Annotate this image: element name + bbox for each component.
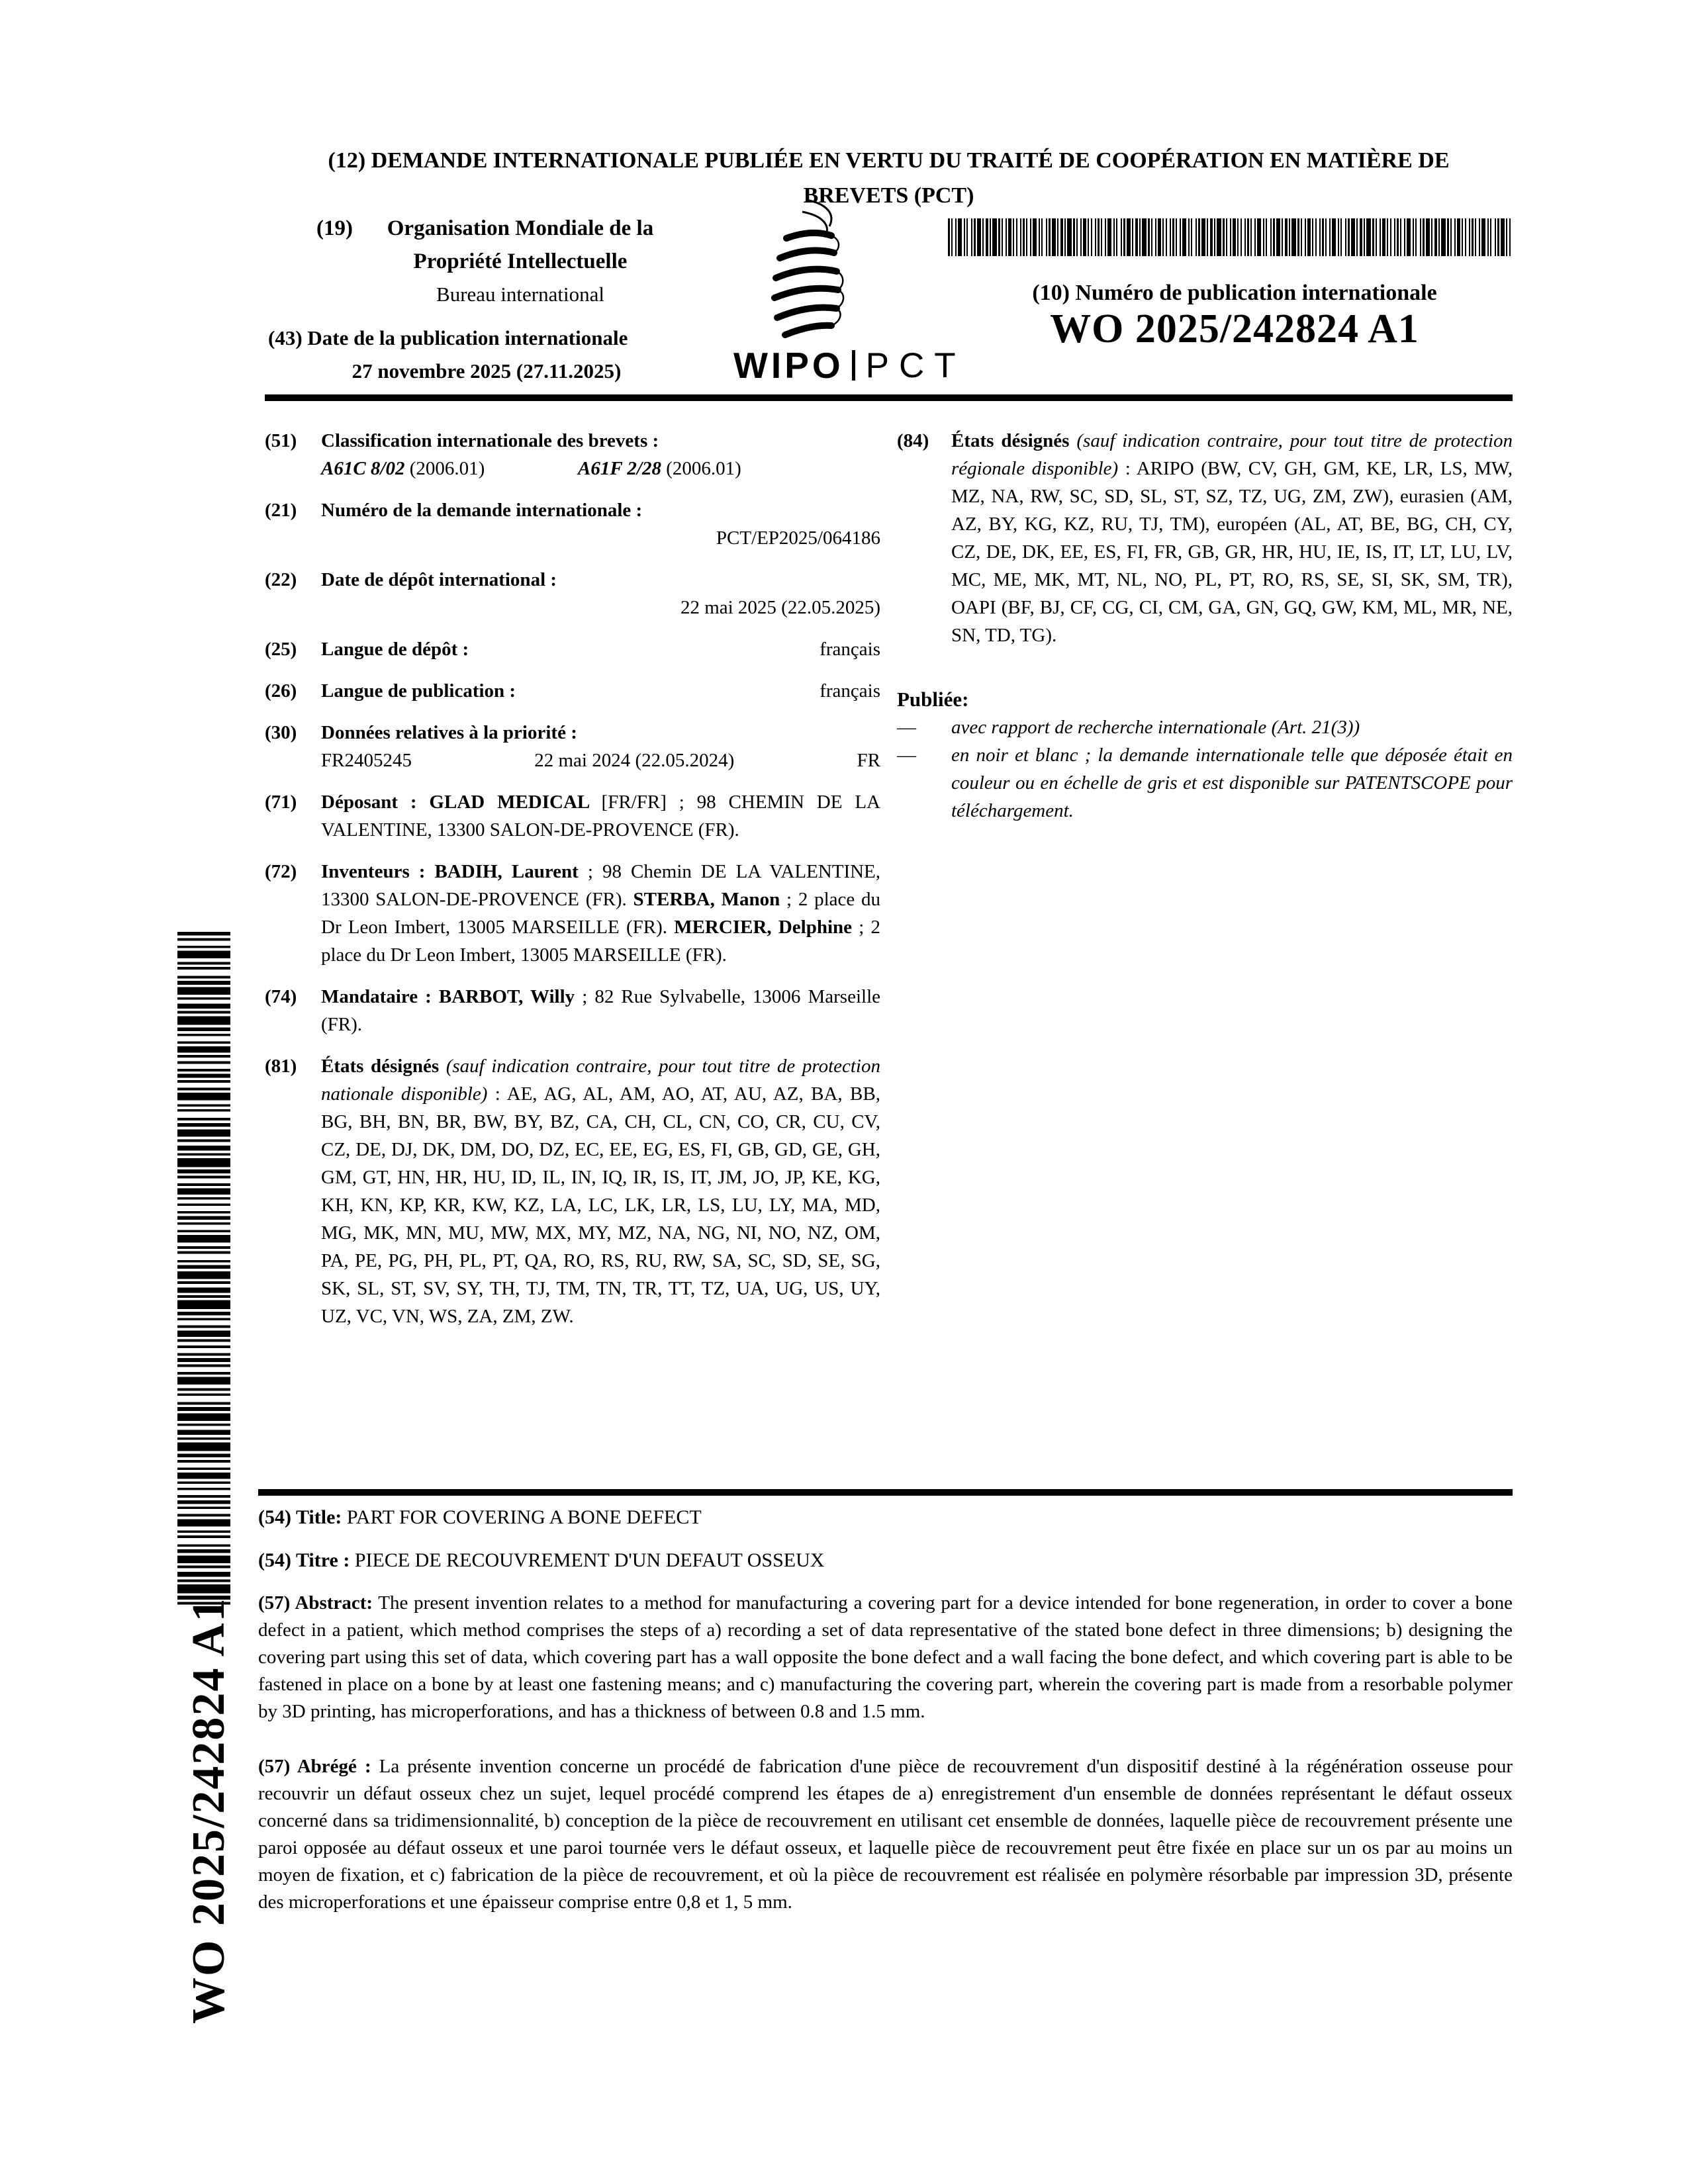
published-item-2 — [897, 741, 1513, 825]
inid-54-title-french: (54) Titre : PIECE DE RECOUVREMENT D'UN DEFAUT OSSEUX — [258, 1549, 825, 1571]
priority-country: FR — [857, 750, 880, 771]
inid-71-applicant — [265, 788, 880, 844]
designated-states-regional-text: États désignés (sauf indication contraire, pour tout titre de protection régionale disponible) : ARIPO (BW, CV, GH, GM, KE, LR, LS, MW, MZ, NA, RW, SC, SD, SL, ST, SZ, TZ, UG, ZM, ZW), eurasien (AM, AZ, BY, KG, KZ, RU, TJ, TM), européen (AL, AT, BE, BG, CH, CY, CZ, DE, DK, EE, ES, FI, FR, GB, GR, HR, HU, IE, IS, IT, LT, LU, LV, MC, ME, MK, MT, NL, NO, PL, PT, RO, RS, SE, SI, SK, SM, TR), OAPI (BF, BJ, CF, CG, CI, CM, GA, GN, GQ, GW, KM, ML, MR, NE, SN, TD, TG). — [951, 430, 1513, 646]
inid-number-72: (72) — [265, 861, 297, 882]
dash-marker: — — [897, 745, 916, 766]
inid-number-25: (25) — [265, 639, 297, 660]
inid-74-agent — [265, 983, 880, 1038]
inid-72-inventors — [265, 858, 880, 969]
inid-51-classification — [265, 427, 880, 482]
application-number-value: PCT/EP2025/064186 — [716, 527, 880, 549]
inid-number-81: (81) — [265, 1056, 297, 1077]
pct-wordmark-text: PCT — [865, 345, 966, 385]
inid-19-organization — [316, 212, 676, 311]
ipc-codes — [321, 455, 880, 482]
inid-10-publication-number-label: (10) Numéro de publication internationale — [1032, 281, 1437, 305]
inid-number-51: (51) — [265, 430, 297, 451]
published-section — [897, 686, 1513, 825]
inid-26-publication-language — [265, 677, 880, 705]
inid-21-application-number — [265, 496, 880, 552]
priority-date: 22 mai 2024 (22.05.2024) — [534, 750, 735, 771]
publication-barcode — [948, 218, 1511, 256]
inid-number-74: (74) — [265, 986, 297, 1007]
title-section-divider-rule — [258, 1489, 1513, 1496]
filing-date-value: 22 mai 2025 (22.05.2025) — [680, 597, 880, 618]
inventors-text: Inventeurs : BADIH, Laurent ; 98 Chemin DE LA VALENTINE, 13300 SALON-DE-PROVENCE (FR). STERBA, Manon ; 2 place du Dr Leon Imbert, 13005 MARSEILLE (FR). MERCIER, Delphine ; 2 place du Dr Leon Imbert, 13005 MARSEILLE (FR). — [321, 861, 881, 966]
designated-states-national-text: États désignés (sauf indication contraire, pour tout titre de protection nationale disponible) : AE, AG, AL, AM, AO, AT, AU, AZ, BA, BB, BG, BH, BN, BR, BW, BY, BZ, CA, CH, CL, CN, CO, CR, CU, CV, CZ, DE, DJ, DK, DM, DO, DZ, EC, EE, EG, ES, FI, GB, GD, GE, GH, GM, GT, HN, HR, HU, ID, IL, IN, IQ, IR, IS, IT, JM, JO, JP, KE, KG, KH, KN, KP, KR, KW, KZ, LA, LC, LK, LR, LS, LU, LY, MA, MD, MG, MK, MN, MU, MW, MX, MY, MZ, NA, NG, NI, NO, NZ, OM, PA, PE, PG, PH, PL, PT, QA, RO, RS, RU, RW, SA, SC, SD, SE, SG, SK, SL, ST, SV, SY, TH, TJ, TM, TN, TR, TT, TZ, UA, UG, US, UY, UZ, VC, VN, WS, ZA, ZM, ZW. — [321, 1056, 880, 1327]
publication-language-label: Langue de publication : — [321, 680, 516, 702]
publication-language-value: français — [820, 680, 880, 702]
inid-number-30: (30) — [265, 722, 297, 743]
inid-81-designated-states-national — [265, 1052, 880, 1330]
heading-line-2: BREVETS (PCT) — [803, 183, 974, 208]
inid-54-title-english: (54) Title: PART FOR COVERING A BONE DEFECT — [258, 1506, 702, 1528]
pct-publication-heading — [265, 143, 1513, 213]
applicant-text: Déposant : GLAD MEDICAL [FR/FR] ; 98 CHEMIN DE LA VALENTINE, 13300 SALON-DE-PROVENCE (FR). — [321, 792, 881, 841]
sidebar-publication-number: WO 2025/242824 A1 — [183, 1597, 234, 2024]
wipo-wordmark-text: WIPO — [733, 345, 844, 386]
published-item-1 — [897, 713, 1513, 741]
heading-line-1: (12) DEMANDE INTERNATIONALE PUBLIÉE EN VERTU DU TRAITÉ DE COOPÉRATION EN MATIÈRE DE — [328, 148, 1450, 173]
ipc-code-1: A61C 8/02 (2006.01) — [321, 458, 485, 479]
wordmark-separator — [852, 350, 855, 381]
publication-date-label: (43) Date de la publication internationale — [268, 326, 628, 349]
filing-date-label: Date de dépôt international : — [321, 569, 557, 590]
header-divider-rule — [265, 394, 1513, 401]
inid-57-abstract-french: (57) Abrégé : La présente invention concerne un procédé de fabrication d'une pièce de recouvrement d'un dispositif destiné à la régénération osseuse pour recouvrir un défaut osseux chez un sujet, lequel procédé comprend les étapes de a) enregistrement d'un ensemble de données représentant le défaut osseux concerné dans sa tridimensionnalité, b) conception de la pièce de recouvrement en utilisant cet ensemble de données, laquelle pièce de recouvrement présente une paroi opposée au défaut osseux et une paroi tournée vers le défaut osseux, et laquelle pièce de recouvrement peut être fixée en place sur un os par au moins un moyen de fixation, et c) fabrication de la pièce de recouvrement, et où la pièce de recouvrement est réalisée en polymère résorbable par impression 3D, présente des microperforations et une épaisseur comprise entre 0,8 et 1, 5 mm. — [258, 1756, 1513, 1913]
agent-text: Mandataire : BARBOT, Willy ; 82 Rue Sylvabelle, 13006 Marseille (FR). — [321, 986, 881, 1035]
classification-label: Classification internationale des brevets : — [321, 430, 659, 451]
filing-language-value: français — [820, 639, 880, 660]
filing-language-label: Langue de dépôt : — [321, 639, 469, 660]
org-name-line-2: Propriété Intellectuelle — [413, 250, 628, 273]
title-abstract-section — [258, 1504, 1513, 1916]
wipo-logo — [767, 196, 851, 343]
inid-25-filing-language — [265, 635, 880, 663]
application-number-label: Numéro de la demande internationale : — [321, 500, 643, 521]
inid-number-71: (71) — [265, 792, 297, 813]
inid-number-26: (26) — [265, 680, 297, 702]
inid-number-21: (21) — [265, 500, 297, 521]
ipc-code-2: A61F 2/28 (2006.01) — [578, 458, 741, 479]
published-item-1-text: avec rapport de recherche internationale (Art. 21(3)) — [951, 717, 1360, 738]
inid-84-designated-states-regional — [897, 427, 1513, 649]
dash-marker: — — [897, 717, 916, 738]
inid-number-19: (19) — [316, 216, 353, 240]
priority-label: Données relatives à la priorité : — [321, 722, 577, 743]
org-name-line-1: Organisation Mondiale de la — [387, 216, 654, 240]
bibliographic-column-left — [265, 427, 880, 1330]
inid-57-abstract-english: (57) Abstract: The present invention relates to a method for manufacturing a covering part for a device intended for bone regeneration, in order to cover a bone defect in a patient, which method comprises the steps of a) recording a set of data representative of the stated bone defect in three dimensions; b) designing the covering part using this set of data, which covering part has a wall opposite the bone defect and a wall facing the bone defect, and which covering part is able to be fastened in place on a bone by at least one fastening means; and c) manufacturing the covering part, wherein the covering part is made from a resorbable polymer by 3D printing, has microperforations, and has a thickness of between 0.8 and 1.5 mm. — [258, 1592, 1513, 1722]
bibliographic-column-right — [897, 427, 1513, 825]
publication-number: WO 2025/242824 A1 — [1050, 306, 1419, 351]
published-heading: Publiée: — [897, 688, 969, 711]
inid-43-publication-date — [268, 322, 705, 388]
published-item-2-text: en noir et blanc ; la demande internationale telle que déposée était en couleur ou en échelle de gris et est disponible sur PATENTSCOPE pour téléchargement. — [951, 745, 1513, 821]
inid-number-84: (84) — [897, 430, 929, 451]
priority-number: FR2405245 — [321, 750, 412, 771]
inid-number-22: (22) — [265, 569, 297, 590]
inid-30-priority-data — [265, 719, 880, 774]
sidebar-barcode — [177, 932, 230, 1607]
inid-22-filing-date — [265, 566, 880, 621]
publication-date-value: 27 novembre 2025 (27.11.2025) — [352, 359, 622, 383]
priority-row — [321, 747, 880, 774]
org-bureau: Bureau international — [436, 283, 604, 306]
